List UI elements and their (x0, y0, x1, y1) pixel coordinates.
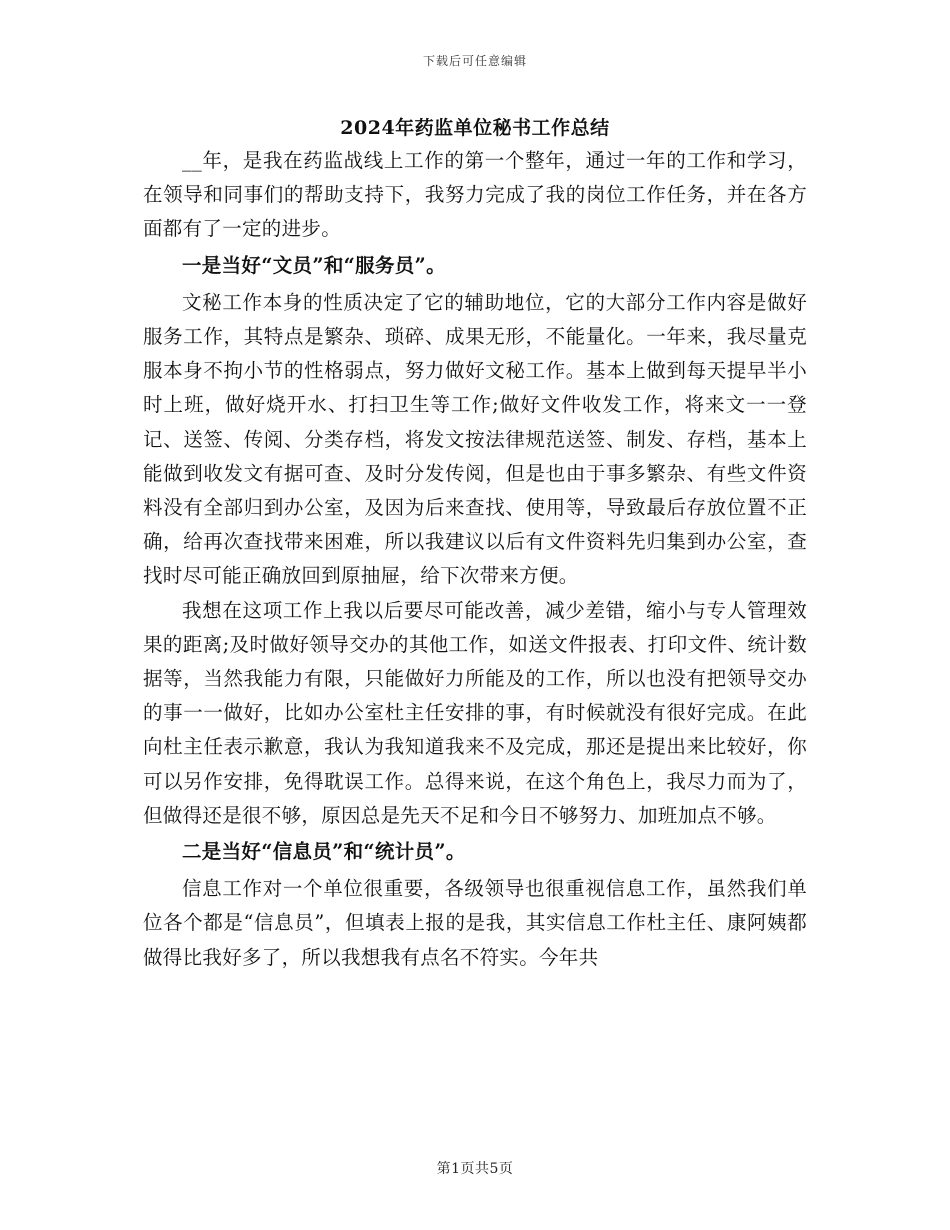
paragraph-intro: __年，是我在药监战线上工作的第一个整年，通过一年的工作和学习，在领导和同事们的帮助支持下，我努力完成了我的岗位工作任务，并在各方面都有了一定的进步。 (143, 149, 807, 241)
section-heading-1: 一是当好“文员”和“服务员”。 (182, 253, 446, 277)
document-body (143, 112, 807, 975)
section-heading-2: 二是当好“信息员”和“统计员”。 (182, 840, 466, 864)
paragraph-improvement: 我想在这项工作上我以后要尽可能改善，减少差错，缩小与专人管理效果的距离;及时做好领导交办的其他工作，如送文件报表、打印文件、统计数据等，当然我能力有限，只能做好力所能及的工作，所以也没有把领导交办的事一一做好，比如办公室杜主任安排的事，有时候就没有很好完成。在此向杜主任表示歉意，我认为我知道我来不及完成，那还是提出来比较好，你可以另作安排，免得耽误工作。总得来说，在这个角色上，我尽力而为了，但做得还是很不够，原因总是先天不足和今日不够努力、加班加点不够。 (143, 598, 807, 827)
page-number: 第1页共5页 (436, 1161, 514, 1177)
document-title: 2024年药监单位秘书工作总结 (340, 117, 610, 139)
paragraph-clerk-work: 文秘工作本身的性质决定了它的辅助地位，它的大部分工作内容是做好服务工作，其特点是繁杂、琐碎、成果无形，不能量化。一年来，我尽量克服本身不拘小节的性格弱点，努力做好文秘工作。基本上做到每天提早半小时上班，做好烧开水、打扫卫生等工作;做好文件收发工作，将来文一一登记、送签、传阅、分类存档，将发文按法律规范送签、制发、存档，基本上能做到收发文有据可查、及时分发传阅，但是也由于事多繁杂、有些文件资料没有全部归到办公室，及因为后来查找、使用等，导致最后存放位置不正确，给再次查找带来困难，所以我建议以后有文件资料先归集到办公室，查找时尽可能正确放回到原抽屉，给下次带来方便。 (143, 290, 807, 588)
paragraph-information-work: 信息工作对一个单位很重要，各级领导也很重视信息工作，虽然我们单位各个都是“信息员”，但填表上报的是我，其实信息工作杜主任、康阿姨都做得比我好多了，所以我想我有点名不符实。今年共 (143, 877, 807, 969)
header-note: 下载后可任意编辑 (422, 54, 527, 68)
